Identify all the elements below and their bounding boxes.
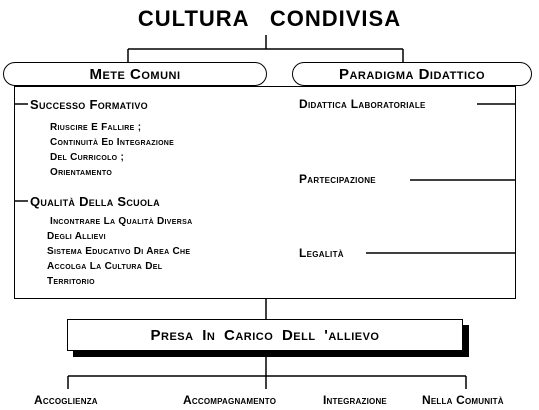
partecipazione-item: Partecipazione [299,172,376,186]
list-item: Degli Allievi [47,231,106,242]
nella-comunita-label: Nella Comunità [422,393,504,407]
list-item: Riuscire E Fallire ; [50,122,142,133]
successo-formativo-heading: Successo Formativo [30,97,148,112]
paradigma-didattico-header: Paradigma Didattico [292,62,532,86]
list-item: Sistema Educativo Di Area Che [47,246,191,257]
presa-in-carico-box: Presa In Carico Dell 'allievo [67,319,463,351]
list-item: Incontrare La Qualità Diversa [50,216,193,227]
list-item: Orientamento [50,167,113,178]
integrazione-label: Integrazione [323,393,387,407]
list-item: Del Curricolo ; [50,152,125,163]
diagram-title: CULTURA CONDIVISA [137,6,402,31]
accoglienza-label: Accoglienza [34,393,98,407]
legalita-item: Legalità [299,246,344,260]
qualita-della-scuola-heading: Qualità Della Scuola [30,194,160,209]
didattica-laboratoriale-item: Didattica Laboratoriale [299,97,426,111]
list-item: Territorio [47,276,95,287]
list-item: Accolga La Cultura Del [47,261,163,272]
mete-comuni-header: Mete Comuni [3,62,267,86]
list-item: Continuità Ed Integrazione [50,137,175,148]
accompagnamento-label: Accompagnamento [183,393,277,407]
